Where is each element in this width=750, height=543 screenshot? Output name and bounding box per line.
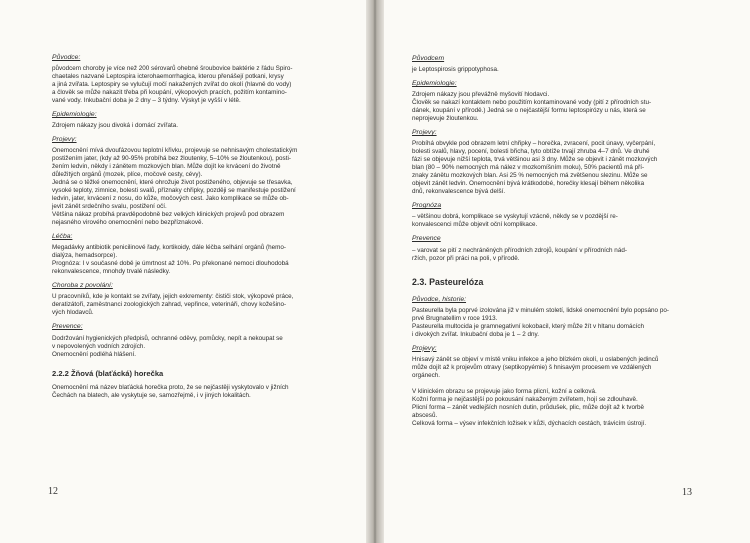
- page-number-right: 13: [682, 487, 692, 498]
- heading: Epidemiologie:: [412, 80, 457, 88]
- heading: Původcem: [412, 55, 445, 62]
- block-projevy: [412, 129, 712, 196]
- block-projevy: [52, 136, 358, 227]
- right-page-content: [412, 55, 712, 434]
- paragraph: je Leptospirosis grippotyphosa.: [412, 66, 499, 74]
- heading: Projevy:: [52, 136, 77, 144]
- heading: Projevy:: [412, 344, 437, 352]
- section-title: 2.3. Pasteurelóza: [412, 276, 484, 287]
- block-choroba-z-povolani: [52, 282, 358, 317]
- heading: Prevence:: [52, 323, 83, 331]
- left-page: [0, 0, 372, 543]
- block-puvodcem: [412, 55, 712, 74]
- heading: Původce, historie:: [412, 295, 467, 303]
- block-prevence: [52, 323, 358, 358]
- paragraph: Pasteurella byla poprvé izolována již v minulém století, lidské onemocnění bylo popsáno po- prvé Brugnatellim v roce 1913. Pasteurella multocida je gramnegativní kokobacil, který může žít v hltanu domácích i divokých zvířat. Inkubační doba je 1 – 2 dny.: [412, 306, 669, 338]
- paragraph: U pracovníků, kde je kontakt se zvířaty, jejich exkrementy: čističi stok, výkopové práce, deratizátoři, zaměstnanci zoologických zahrad, vepřince, veterináři, chovy kožešino- vých hlodavců.: [52, 293, 294, 317]
- heading: Choroba z povolání:: [52, 282, 113, 290]
- block-epidemiologie: [52, 111, 358, 130]
- left-page-content: [52, 54, 358, 400]
- heading: Léčba:: [52, 233, 73, 241]
- block-prognoza: [412, 202, 712, 229]
- block-projevy-pasteureloza: [412, 345, 712, 428]
- paragraph: – většinou dobrá, komplikace se vyskytují vzácně, někdy se v pozdější re- konvalescenci může objevit oční komplikace.: [412, 213, 618, 229]
- heading: Prognóza: [412, 202, 442, 210]
- page-number-left: 12: [48, 486, 58, 497]
- paragraph: Zdrojem nákazy jsou převážně myšovití hlodavci. Člověk se nakazí kontaktem nebo použitím kontaminované vody (pití z přírodních stu- dánek, koupání v přírodě.) Jedná se o nejčastější formu leptospirózy u nás, která se neprojevuje žloutenkou.: [412, 91, 652, 123]
- paragraph: Onemocnění mívá dvoufázovou teplotní křivku, projevuje se nehnisavým cholestatickým postižením jater, (kdy až 90-95% probíhá bez žloutenky, 5–10% se žloutenkou), posti- žením ledvin, někdy i zánětem mozkových blan. Může dojít ke krvácení do životně důležitých orgánů (mozek, plíce, močové cesty, cévy). Jedná se o těžké onemocnění, které ohrožuje život postiženého, objevuje se třesavka, vysoké teploty, zimnice, bolesti svalů, příznaky chřipky, později se manifestuje postižení ledvin, jater, krvácení z nosu, do kůže, močových cest. Jako komplikace se může ob- jevit zánět srdečního svalu, postižení očí. Většina nákaz probíhá pravděpodobně bez velkých klinických projevů pod obrazem nejasného virového onemocnění nebo bezpříznakově.: [52, 147, 298, 227]
- book-gutter: [366, 0, 384, 543]
- heading: Epidemiologie:: [52, 111, 97, 119]
- paragraph: Dodržování hygienických předpisů, ochranné oděvy, pomůcky, nepít a nekoupat se v nepovolených vodních zdrojích. Onemocnění podléhá hlášení.: [52, 334, 283, 358]
- block-prevence: [412, 235, 712, 262]
- heading: Původce:: [52, 54, 81, 61]
- block-puvodce: [52, 54, 358, 105]
- paragraph: Megadávky antibiotik penicilinové řady, kortikoidy, dále léčba selhání orgánů (hemo- dialýza, hemadsorpce). Prognóza: I v současné době je úmrtnost až 10%. Po překonané nemoci dlouhodobá rekonvalescence, mnohdy trvalé následky.: [52, 244, 289, 276]
- subsection-title: 2.2.2 Žňová (blaťácká) horečka: [52, 368, 164, 378]
- heading: Projevy:: [412, 129, 437, 137]
- subsection-paragraph: Onemocnění má název blaťácká horečka proto, že se nejčastěji vyskytovalo v jižních Čechách na blatech, ale vyskytuje se, samozřejmě, i v jiných lokalitách.: [52, 383, 289, 399]
- paragraph: Hnisavý zánět se objeví v místě vniku infekce a jeho blízkém okolí, u oslabených jedinců může dojít až k projevům otravy (septikopyémie) š hnisavým procesem ve vzdálených orgánech. V klinickém obrazu se projevuje jako forma plicní, kožní a celková. Kožní forma je nejčastější po pokousání nakaženým zvířetem, hojí se zdlouhavě. Plicní forma – zánět vedlejších nosních dutin, průdušek, plic, může dojít až k tvorbě abscesů. Celková forma – výsev infekčních ložisek v kůži, dýchacích cestách, trávicím ústrojí.: [412, 355, 659, 427]
- paragraph: – varovat se pití z nechráněných přírodních zdrojů, koupání v přírodních nád- ržích, pozor při práci na poli, v přírodě.: [412, 246, 627, 262]
- block-lecba: [52, 233, 358, 276]
- block-epidemiologie: [412, 80, 712, 123]
- heading: Prevence: [412, 235, 441, 243]
- block-puvodce-historie: [412, 296, 712, 339]
- paragraph: původcem choroby je více než 200 sérovarů ohebné šroubovice baktérie z řádu Spiro- chaetales nazvané Leptospira icterohaemorrhagica, kterou přenášejí potkani, krysy a jiná zvířata. Leptospiry se vylučují močí nakažených zvířat do okolí (hlavně do vody) a člověk se může nakazit třeba při koupání, výkopových pracích, požitím kontamino- vané vody. Inkubační doba je 2 dny – 3 týdny. Výskyt je vyšší v létě.: [52, 65, 293, 105]
- paragraph: Probíhá obvykle pod obrazem letní chřipky – horečka, zvracení, pocit únavy, vyčerpání, bolesti svalů, hlavy, pocení, bolesti břicha, tyto obtíže trvají zhruba 4–7 dnů. Ve druhé fázi se objevuje nižší teplota, trvá většinou asi 3 dny. Může se objevit i zánět mozkových blan (80 – 90% nemocných má nález v mozkomíšním moku), 50% pacientů má pří- znaky zánětu mozkových blan. Asi 25 % nemocných má zvětšenou slezinu. Může se objevit zánět ledvin. Onemocnění bývá krátkodobé, horečky klesají během několika dnů, rekonvalescence bývá delší.: [412, 140, 658, 196]
- paragraph: Zdrojem nákazy jsou divoká i domácí zvířata.: [52, 122, 178, 130]
